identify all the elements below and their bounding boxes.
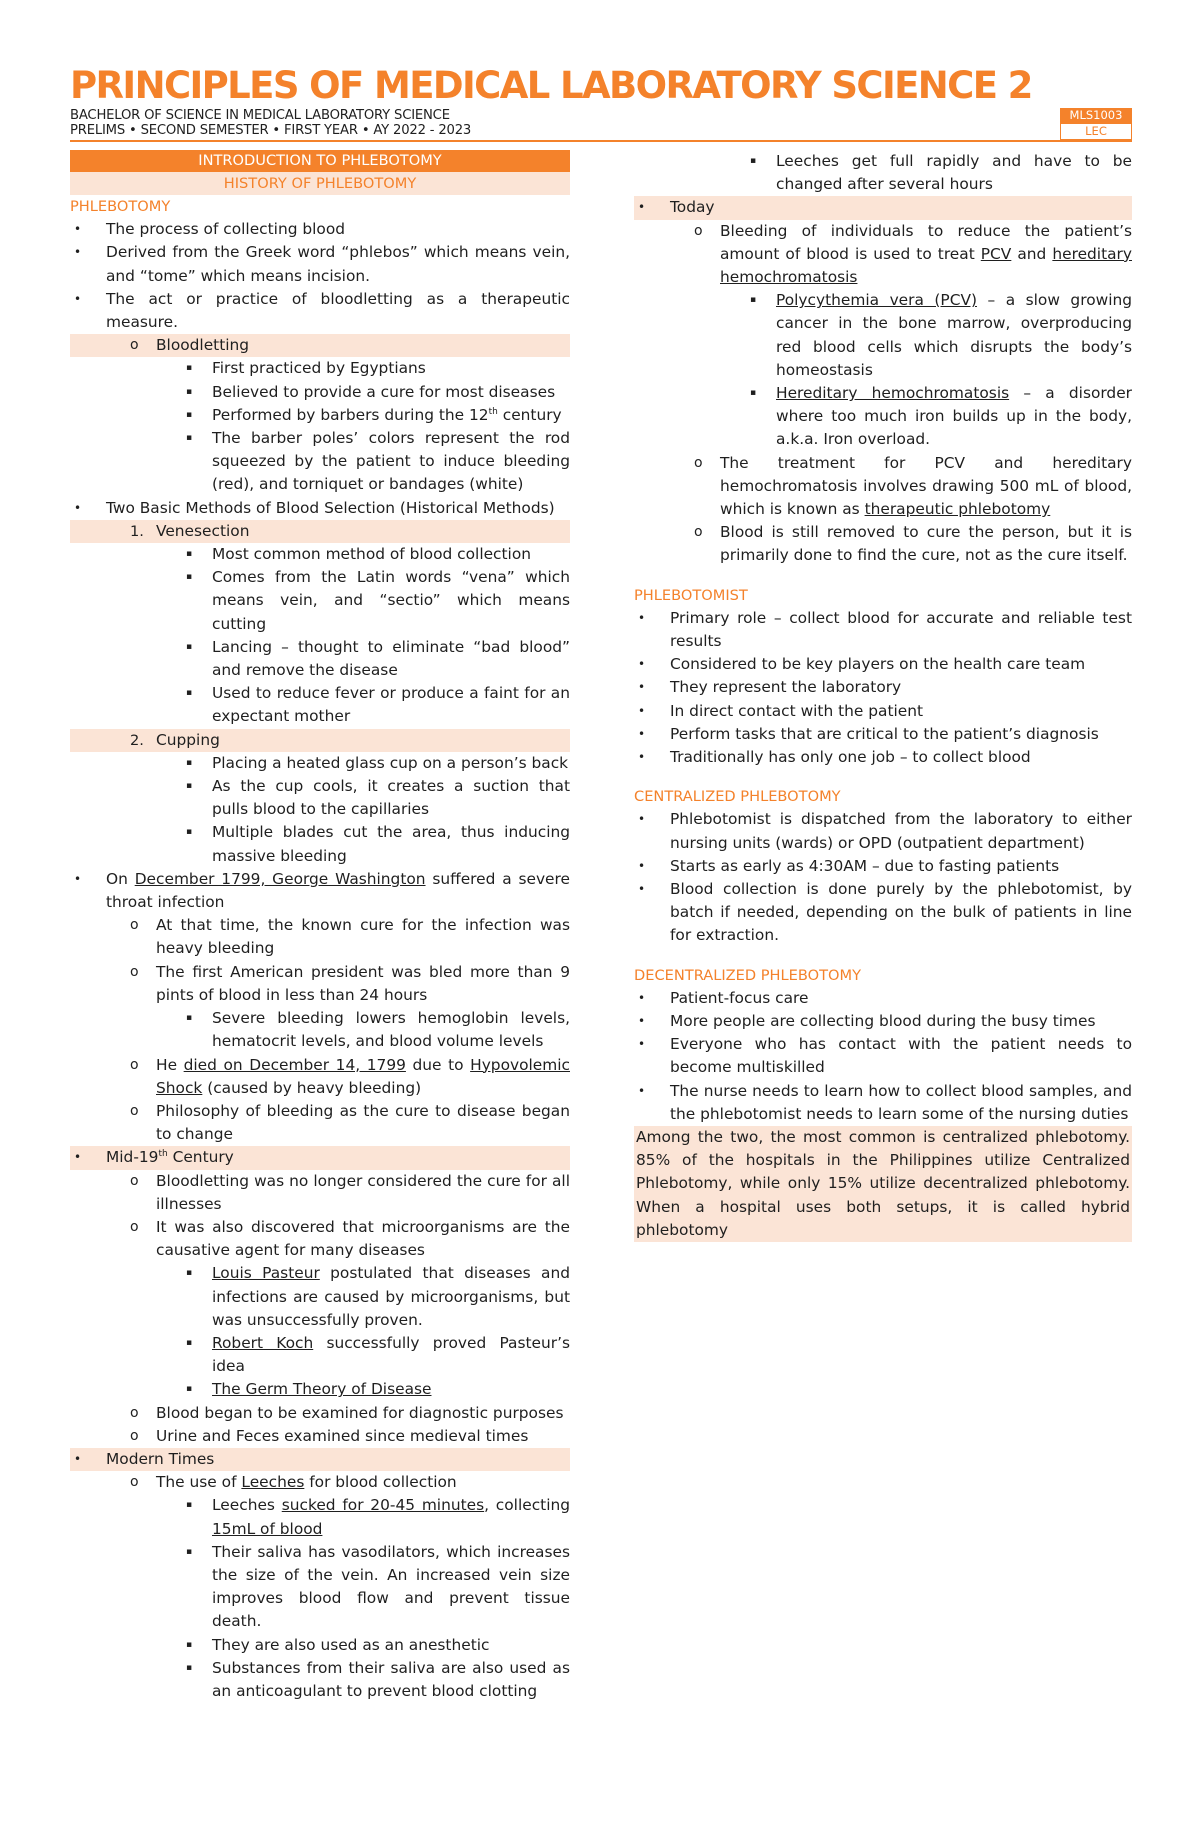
list-item: • Blood collection is done purely by the phlebotomist, by batch if needed, depending on the bulk of patients in line for extraction. bbox=[638, 880, 1132, 945]
circle-bullet-icon: o bbox=[130, 1404, 139, 1421]
circle-bullet-icon: o bbox=[130, 1218, 139, 1235]
bullet-icon: • bbox=[638, 726, 646, 741]
circle-bullet-icon: o bbox=[694, 222, 703, 239]
list-item: • Derived from the Greek word “phlebos” which means vein, and “tome” which means incision. bbox=[74, 243, 570, 285]
number-marker: 2. bbox=[130, 731, 144, 749]
list-item: ▪ Most common method of blood collection bbox=[70, 543, 570, 566]
square-bullet-icon: ▪ bbox=[750, 388, 757, 399]
list-item: ▪ They are also used as an anesthetic bbox=[70, 1634, 570, 1657]
list-item: • The nurse needs to learn how to collect blood samples, and the phlebotomist needs to learn some of the nursing duties bbox=[638, 1081, 1132, 1123]
course-type: LEC bbox=[1060, 123, 1132, 140]
header-divider bbox=[70, 140, 1132, 142]
circle-bullet-icon: o bbox=[130, 963, 139, 980]
list-item: o He died on December 14, 1799 due to Hypovolemic Shock (caused by heavy bleeding) bbox=[130, 1055, 570, 1097]
bullet-icon: • bbox=[638, 680, 646, 695]
square-bullet-icon: ▪ bbox=[186, 757, 193, 768]
course-code-box bbox=[1060, 108, 1132, 140]
bullet-icon: • bbox=[638, 657, 646, 672]
list-item: • Patient-focus care bbox=[634, 987, 1132, 1010]
square-bullet-icon: ▪ bbox=[186, 433, 193, 444]
list-item: ▪ The barber poles’ colors represent the rod squeezed by the patient to induce bleeding (red), and torniquet or bandages (white) bbox=[186, 429, 570, 494]
list-item: • Traditionally has only one job – to collect blood bbox=[634, 746, 1132, 769]
list-item: ▪ Severe bleeding lowers hemoglobin levels, hematocrit levels, and blood volume levels bbox=[186, 1009, 570, 1051]
term-subtitle: PRELIMS • SECOND SEMESTER • FIRST YEAR • AY 2022 - 2023 bbox=[70, 123, 472, 138]
list-item: • Perform tasks that are critical to the patient’s diagnosis bbox=[634, 723, 1132, 746]
bullet-icon: • bbox=[638, 610, 646, 625]
bullet-icon: • bbox=[74, 222, 82, 237]
bullet-icon: • bbox=[638, 858, 646, 873]
bullet-icon: • bbox=[74, 871, 82, 886]
list-item: • Two Basic Methods of Blood Selection (Historical Methods) bbox=[70, 497, 570, 520]
list-item: ▪ Leeches sucked for 20-45 minutes, collecting 15mL of blood bbox=[186, 1496, 570, 1538]
list-item: • Considered to be key players on the health care team bbox=[634, 653, 1132, 676]
list-item: ▪ Louis Pasteur postulated that diseases and infections are caused by microorganisms, but was unsuccessfully proven. bbox=[186, 1264, 570, 1329]
list-item: ▪ Performed by barbers during the 12th century bbox=[70, 404, 570, 427]
square-bullet-icon: ▪ bbox=[186, 688, 193, 699]
circle-bullet-icon: o bbox=[694, 524, 703, 541]
list-item: • The process of collecting blood bbox=[70, 218, 570, 241]
circle-bullet-icon: o bbox=[694, 454, 703, 471]
list-item: o Bleeding of individuals to reduce the patient’s amount of blood is used to treat PCV and hereditary hemochromatosis bbox=[694, 221, 1132, 287]
bullet-icon: • bbox=[638, 882, 646, 897]
square-bullet-icon: ▪ bbox=[186, 1013, 193, 1024]
square-bullet-icon: ▪ bbox=[186, 549, 193, 560]
list-item: o Blood is still removed to cure the person, but it is primarily done to find the cure, not as the cure itself. bbox=[694, 523, 1132, 565]
circle-bullet-icon: o bbox=[130, 1427, 139, 1444]
list-item: o The use of Leeches for blood collection bbox=[70, 1471, 570, 1494]
list-item: ▪ Robert Koch successfully proved Pasteur’s idea bbox=[186, 1333, 570, 1376]
list-item: ▪ Comes from the Latin words “vena” which means vein, and “sectio” which means cutting bbox=[186, 568, 570, 633]
list-item: o The first American president was bled more than 9 pints of blood in less than 24 hours bbox=[130, 962, 570, 1004]
bullet-icon: • bbox=[74, 291, 82, 306]
list-item: ▪ Placing a heated glass cup on a person’s back bbox=[70, 752, 570, 775]
square-bullet-icon: ▪ bbox=[186, 1337, 193, 1348]
list-item: • Everyone who has contact with the patient needs to become multiskilled bbox=[638, 1035, 1132, 1077]
list-item: o The treatment for PCV and hereditary hemochromatosis involves drawing 500 mL of blood, which is known as therapeutic phlebotomy bbox=[694, 453, 1132, 519]
bullet-icon: • bbox=[638, 812, 646, 827]
page-title: PRINCIPLES OF MEDICAL LABORATORY SCIENCE 2 bbox=[70, 64, 1032, 107]
list-item: • Today bbox=[634, 196, 1132, 219]
square-bullet-icon: ▪ bbox=[186, 1639, 193, 1650]
list-item: ▪ Used to reduce fever or produce a faint for an expectant mother bbox=[186, 684, 570, 726]
list-item: o Urine and Feces examined since medieval times bbox=[70, 1425, 570, 1448]
square-bullet-icon: ▪ bbox=[186, 641, 193, 652]
circle-bullet-icon: o bbox=[130, 917, 139, 934]
square-bullet-icon: ▪ bbox=[750, 156, 757, 166]
square-bullet-icon: ▪ bbox=[186, 1268, 193, 1279]
list-item: ▪ Hereditary hemochromatosis – a disorder where too much iron builds up in the body, a.k.a. Iron overload. bbox=[750, 384, 1132, 449]
bullet-icon: • bbox=[638, 200, 646, 215]
bullet-icon: • bbox=[74, 1451, 82, 1466]
list-item: ▪ Believed to provide a cure for most diseases bbox=[70, 381, 570, 404]
section-heading-centralized: CENTRALIZED PHLEBOTOMY bbox=[634, 788, 841, 806]
list-item: ▪ Leeches get full rapidly and have to be changed after several hours bbox=[750, 152, 1132, 194]
page-header bbox=[70, 64, 1132, 138]
list-item: • Phlebotomist is dispatched from the laboratory to either nursing units (wards) or OPD (outpatient department) bbox=[638, 810, 1132, 852]
list-item: • Modern Times bbox=[70, 1448, 570, 1471]
number-marker: 1. bbox=[130, 522, 144, 540]
square-bullet-icon: ▪ bbox=[186, 1500, 193, 1511]
bullet-icon: • bbox=[638, 1037, 646, 1052]
list-item: 2. Cupping bbox=[70, 729, 570, 752]
bullet-icon: • bbox=[74, 1150, 82, 1165]
list-item: ▪ Polycythemia vera (PCV) – a slow growing cancer in the bone marrow, overproducing red blood cells which disrupts the body’s homeostasis bbox=[750, 291, 1132, 379]
bullet-icon: • bbox=[74, 245, 82, 260]
list-item: • Starts as early as 4:30AM – due to fasting patients bbox=[634, 855, 1132, 878]
course-code: MLS1003 bbox=[1060, 108, 1132, 123]
square-bullet-icon: ▪ bbox=[186, 1384, 193, 1395]
list-item: 1. Venesection bbox=[70, 520, 570, 543]
circle-bullet-icon: o bbox=[130, 1172, 139, 1189]
square-bullet-icon: ▪ bbox=[186, 827, 193, 838]
bullet-icon: • bbox=[638, 1083, 646, 1098]
list-item: • The act or practice of bloodletting as a therapeutic measure. bbox=[74, 289, 570, 331]
square-bullet-icon: ▪ bbox=[186, 1662, 193, 1673]
program-subtitle: BACHELOR OF SCIENCE IN MEDICAL LABORATORY SCIENCE bbox=[70, 108, 450, 123]
square-bullet-icon: ▪ bbox=[750, 295, 757, 306]
list-item: ▪ First practiced by Egyptians bbox=[70, 357, 570, 380]
list-item: o Bloodletting bbox=[70, 334, 570, 357]
section-heading-phlebotomy: PHLEBOTOMY bbox=[70, 198, 171, 215]
list-item: o At that time, the known cure for the infection was heavy bleeding bbox=[130, 916, 570, 958]
square-bullet-icon: ▪ bbox=[186, 781, 193, 792]
circle-bullet-icon: o bbox=[130, 337, 139, 354]
list-item: o Bloodletting was no longer considered the cure for all illnesses bbox=[130, 1171, 570, 1213]
list-item: • More people are collecting blood during the busy times bbox=[634, 1010, 1132, 1033]
list-item: • In direct contact with the patient bbox=[634, 700, 1132, 723]
bullet-icon: • bbox=[638, 990, 646, 1005]
list-item: o It was also discovered that microorganisms are the causative agent for many diseases bbox=[130, 1217, 570, 1260]
list-item: o Blood began to be examined for diagnostic purposes bbox=[70, 1402, 570, 1425]
section-heading-phlebotomist: PHLEBOTOMIST bbox=[634, 586, 748, 604]
list-item: o Philosophy of bleeding as the cure to disease began to change bbox=[130, 1101, 570, 1144]
summary-note: Among the two, the most common is centralized phlebotomy. 85% of the hospitals in the Philippines utilize Centralized Phlebotomy, while only 15% utilize decentralized phlebotomy. When a hospital uses both setups, it is called hybrid phlebotomy bbox=[634, 1126, 1132, 1242]
subsection-banner: HISTORY OF PHLEBOTOMY bbox=[70, 172, 570, 195]
square-bullet-icon: ▪ bbox=[186, 363, 193, 374]
list-item: • Primary role – collect blood for accurate and reliable test results bbox=[638, 608, 1132, 651]
list-item: • Mid-19th Century bbox=[70, 1146, 570, 1169]
bullet-icon: • bbox=[74, 500, 82, 515]
circle-bullet-icon: o bbox=[130, 1102, 139, 1119]
section-heading-decentralized: DECENTRALIZED PHLEBOTOMY bbox=[634, 966, 862, 984]
list-item: ▪ As the cup cools, it creates a suction that pulls blood to the capillaries bbox=[186, 777, 570, 819]
circle-bullet-icon: o bbox=[130, 1474, 139, 1491]
bullet-icon: • bbox=[638, 750, 646, 765]
bullet-icon: • bbox=[638, 703, 646, 718]
list-item: ▪ Their saliva has vasodilators, which increases the size of the vein. An increased vein size improves blood flow and prevent tissue death. bbox=[186, 1542, 570, 1631]
square-bullet-icon: ▪ bbox=[186, 409, 193, 420]
list-item: • They represent the laboratory bbox=[634, 676, 1132, 699]
square-bullet-icon: ▪ bbox=[186, 572, 193, 583]
square-bullet-icon: ▪ bbox=[186, 1546, 193, 1557]
section-banner: INTRODUCTION TO PHLEBOTOMY bbox=[70, 150, 570, 172]
list-item: ▪ The Germ Theory of Disease bbox=[70, 1378, 570, 1401]
list-item: ▪ Lancing – thought to eliminate “bad blood” and remove the disease bbox=[186, 637, 570, 680]
square-bullet-icon: ▪ bbox=[186, 386, 193, 397]
list-item: • On December 1799, George Washington suffered a severe throat infection bbox=[74, 869, 570, 912]
left-column bbox=[70, 150, 570, 1703]
right-column bbox=[634, 150, 1132, 1242]
list-item: ▪ Multiple blades cut the area, thus inducing massive bleeding bbox=[186, 823, 570, 865]
list-item: ▪ Substances from their saliva are also used as an anticoagulant to prevent blood clotting bbox=[186, 1658, 570, 1700]
circle-bullet-icon: o bbox=[130, 1056, 139, 1073]
bullet-icon: • bbox=[638, 1014, 646, 1029]
